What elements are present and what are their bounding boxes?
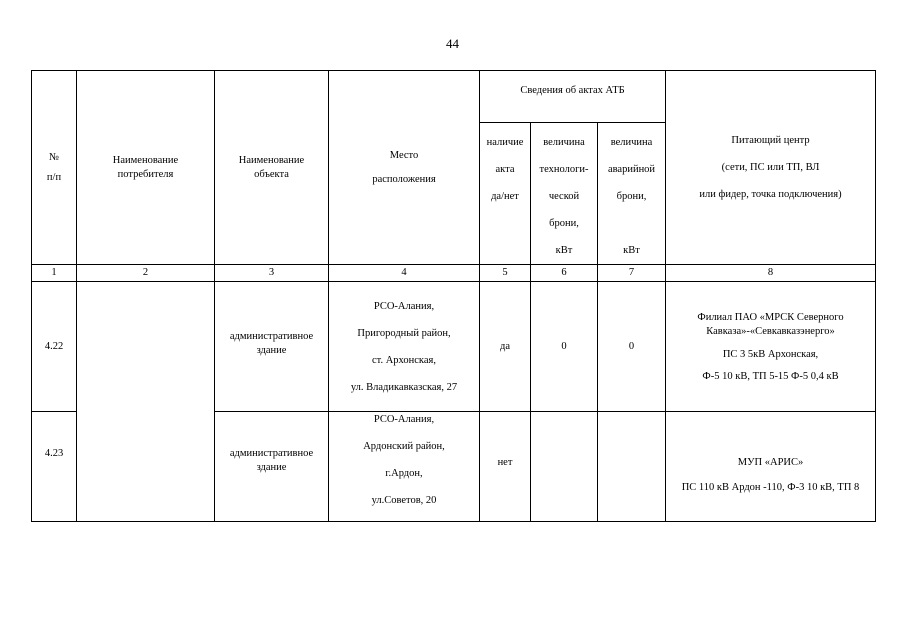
header-has-act: наличие акта да/нет [480, 123, 531, 265]
row-power-center: Филиал ПАО «МРСК Северного Кавказа»-«Севкавказэнерго» ПС 3 5кВ Архонская, Ф-5 10 кВ, ТП 5-15 Ф-5 0,4 кВ [666, 282, 876, 412]
row-location: РСО-Алания, Ардонский район, г.Ардон, ул.Советов, 20 [329, 412, 480, 522]
row-num: 4.22 [32, 282, 77, 412]
header-location: Место расположения [329, 71, 480, 265]
row-has-act: да [480, 282, 531, 412]
row-object: административное здание [215, 412, 329, 522]
col-number: 4 [329, 265, 480, 282]
header-atb-group: Сведения об актах АТБ [480, 71, 666, 123]
col-number: 5 [480, 265, 531, 282]
row-location: РСО-Алания, Пригородный район, ст. Архонская, ул. Владикавказская, 27 [329, 282, 480, 412]
header-object: Наименование объекта [215, 71, 329, 265]
row-has-act: нет [480, 412, 531, 522]
col-number: 7 [598, 265, 666, 282]
row-emergency-reserve: 0 [598, 282, 666, 412]
column-numbers-row [32, 265, 876, 282]
row-consumer [77, 282, 215, 522]
consumers-table [31, 70, 876, 522]
row-num: 4.23 [32, 412, 77, 522]
header-tech-reserve: величина технологи- ческой брони, кВт [531, 123, 598, 265]
col-number: 8 [666, 265, 876, 282]
row-tech-reserve [531, 412, 598, 522]
row-power-center: МУП «АРИС» ПС 110 кВ Ардон -110, Ф-3 10 кВ, ТП 8 [666, 412, 876, 522]
col-number: 2 [77, 265, 215, 282]
col-number: 1 [32, 265, 77, 282]
header-num: № п/п [32, 71, 77, 265]
header-consumer: Наименование потребителя [77, 71, 215, 265]
row-object: административное здание [215, 282, 329, 412]
col-number: 3 [215, 265, 329, 282]
header-emergency-reserve: величина аварийной брони, кВт [598, 123, 666, 265]
header-power-center: Питающий центр (сети, ПС или ТП, ВЛ или фидер, точка подключения) [666, 71, 876, 265]
page-number: 44 [446, 36, 459, 51]
row-tech-reserve: 0 [531, 282, 598, 412]
table-row [32, 282, 876, 412]
col-number: 6 [531, 265, 598, 282]
row-emergency-reserve [598, 412, 666, 522]
